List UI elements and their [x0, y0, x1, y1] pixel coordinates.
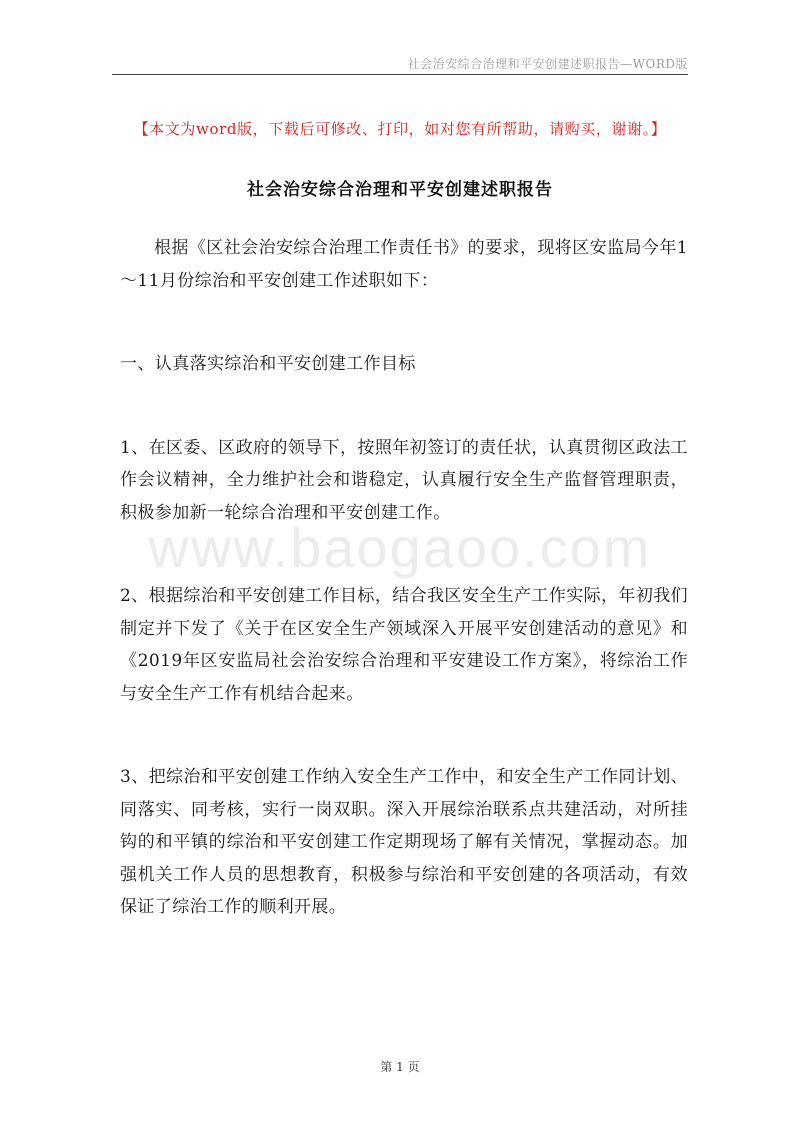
- paragraph-intro: 根据《区社会治安综合治理工作责任书》的要求，现将区安监局今年1～11月份综治和平安创建工作述职如下：: [120, 238, 688, 291]
- header-divider: [112, 74, 688, 75]
- paragraph-item-3: 3、把综治和平安创建工作纳入安全生产工作中，和安全生产工作同计划、同落实、同考核，实行一岗双职。深入开展综治联系点共建活动，对所挂钩的和平镇的综治和平安创建工作定期现场了解有关情况，掌握动态。加强机关工作人员的思想教育，积极参与综治和平安创建的各项活动，有效保证了综治工作的顺利开展。: [120, 767, 689, 917]
- paragraph-item-2: 2、根据综治和平安创建工作目标，结合我区安全生产工作实际，年初我们制定并下发了《关于在区安全生产领域深入开展平安创建活动的意见》和《2019年区安监局社会治安综合治理和平安建设工作方案》，将综治工作与安全生产工作有机结合起来。: [120, 586, 689, 704]
- download-notice: 【本文为word版，下载后可修改、打印，如对您有所帮助，请购买，谢谢。】: [133, 120, 667, 138]
- running-header: 社会治安综合治理和平安创建述职报告—WORD版: [407, 57, 688, 71]
- document-title: 社会治安综合治理和平安创建述职报告: [247, 180, 553, 200]
- paragraph-item-1: 1、在区委、区政府的领导下，按照年初签订的责任状，认真贯彻区政法工作会议精神，全力维护社会和谐稳定，认真履行安全生产监督管理职责，积极参加新一轮综合治理和平安创建工作。: [120, 437, 689, 523]
- watermark: www.baogaoo.com: [148, 516, 652, 579]
- document-body: [120, 232, 688, 975]
- section-heading-1: 一、认真落实综治和平安创建工作目标: [120, 354, 416, 374]
- page-number: 第 1 页: [380, 1060, 420, 1074]
